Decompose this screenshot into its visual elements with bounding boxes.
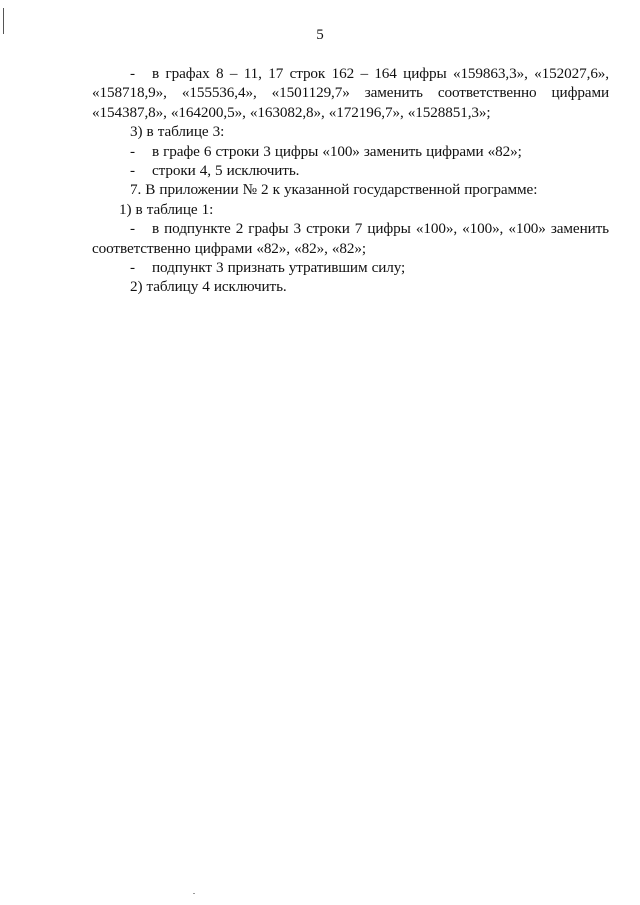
list-item-subpoint-2 <box>92 219 609 238</box>
text-line-replacement-82: соответственно цифрами «82», «82», «82»; <box>92 239 366 257</box>
list-item-graphs-8-11 <box>92 64 609 83</box>
section-heading-appendix-2: 7. В приложении № 2 к указанной государственной программе: <box>130 181 538 199</box>
bullet-dash: - <box>130 258 135 276</box>
document-body <box>92 64 609 297</box>
bullet-dash: - <box>130 161 135 179</box>
page-number: 5 <box>316 27 324 43</box>
list-item-graph-6 <box>92 142 609 161</box>
bullet-dash: - <box>130 65 135 82</box>
line-text: в графах 8 – 11, 17 строк 162 – 164 цифры «159863,3», «152027,6», <box>152 65 609 82</box>
bullet-dash: - <box>130 142 135 160</box>
subitem-table-1: 1) в таблице 1: <box>119 200 214 218</box>
line-text: в подпункте 2 графы 3 строки 7 цифры «100», «100», «100» заменить <box>152 220 609 238</box>
list-item-rows-exclude <box>92 161 609 180</box>
text-line-new-values: «154387,8», «164200,5», «163082,8», «172196,7», «1528851,3»; <box>92 103 491 121</box>
text-line-replacement-values: «158718,9», «155536,4», «1501129,7» заменить соответственно цифрами <box>92 84 609 102</box>
subitem-table-3: 3) в таблице 3: <box>130 123 225 141</box>
scan-speck <box>193 893 195 894</box>
line-text: в графе 6 строки 3 цифры «100» заменить цифрами «82»; <box>152 142 522 160</box>
line-text: строки 4, 5 исключить. <box>152 161 300 179</box>
bullet-dash: - <box>130 220 135 238</box>
list-item-subpoint-3 <box>92 258 609 277</box>
line-text: подпункт 3 признать утратившим силу; <box>152 258 406 276</box>
subitem-table-4: 2) таблицу 4 исключить. <box>130 278 287 296</box>
